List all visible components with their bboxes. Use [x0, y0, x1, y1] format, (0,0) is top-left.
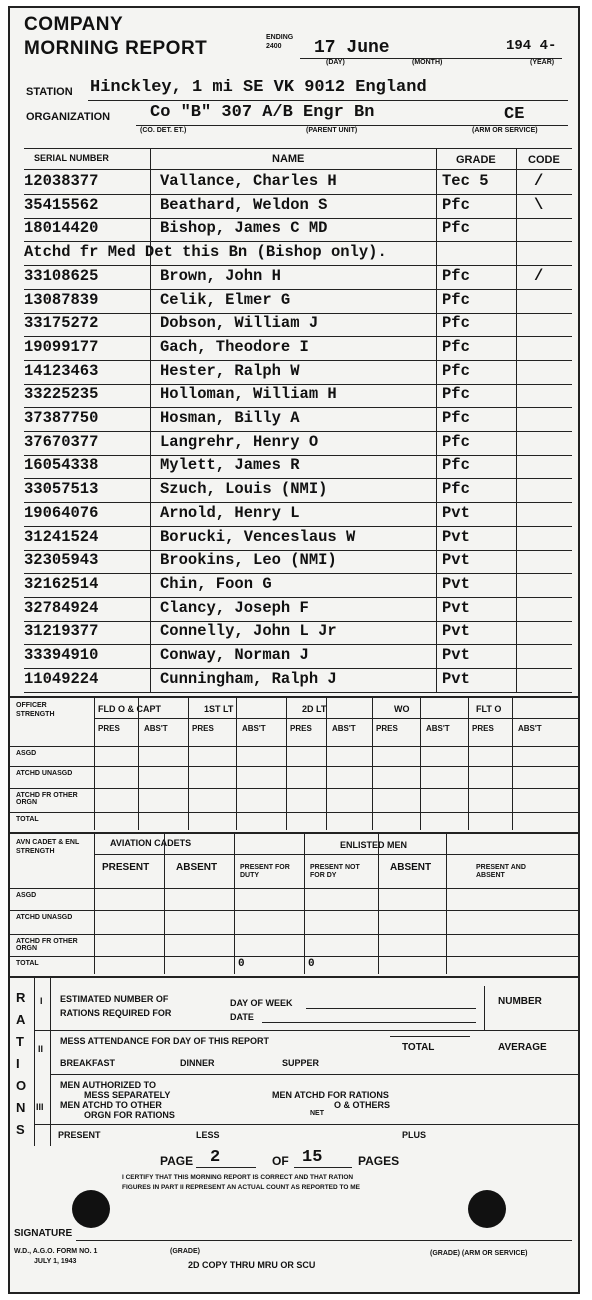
sub-parent-unit: (PARENT UNIT) — [306, 127, 358, 134]
grade: Pfc — [442, 266, 470, 285]
organization-value: Co "B" 307 A/B Engr Bn — [150, 103, 375, 122]
report-date: 17 June — [314, 38, 390, 58]
rations-side-letter: N — [16, 1100, 26, 1115]
grade: Pvt — [442, 646, 470, 664]
date-label: DATE — [230, 1012, 254, 1022]
total-label: TOTAL — [402, 1042, 435, 1053]
present-col-header: PRES — [98, 724, 120, 733]
serial-number: 33057513 — [24, 480, 99, 499]
serial-number: 37387750 — [24, 409, 99, 427]
grade: Pvt — [442, 503, 470, 522]
roster-row — [10, 337, 578, 361]
supper-label: SUPPER — [282, 1058, 320, 1068]
sub-year: (YEAR) — [530, 59, 555, 66]
officer-strength-grid — [10, 696, 578, 830]
soldier-name: Connelly, John L Jr — [160, 622, 337, 641]
grade: Pfc — [442, 385, 470, 404]
soldier-name: Vallance, Charles H — [160, 172, 337, 190]
serial-number: 19099177 — [24, 337, 99, 356]
sub-month: (MONTH) — [412, 59, 443, 66]
grade: Pfc — [442, 337, 470, 356]
enlisted-row-label: TOTAL — [16, 960, 39, 967]
day-line — [306, 1008, 476, 1009]
col-header-name: NAME — [272, 153, 305, 165]
roster-row — [10, 645, 578, 669]
col-header-code: CODE — [528, 154, 560, 166]
present-and-absent-header: PRESENT AND ABSENT — [476, 864, 526, 879]
report-year: 194 4- — [506, 38, 557, 54]
enlisted-men-header: ENLISTED MEN — [340, 840, 408, 850]
serial-number: 32784924 — [24, 598, 99, 617]
mess-attendance-label: MESS ATTENDANCE FOR DAY OF THIS REPORT — [60, 1036, 270, 1046]
serial-number: 14123463 — [24, 361, 99, 380]
soldier-name: Brown, John H — [160, 266, 281, 285]
number-box-left — [484, 986, 485, 1030]
serial-number: 18014420 — [24, 219, 99, 238]
absent-col-header: ABS'T — [426, 724, 450, 733]
code-mark: \ — [534, 195, 544, 214]
part-i-label: I — [40, 996, 43, 1006]
serial-number: 12038377 — [24, 172, 99, 190]
roster-row — [10, 195, 578, 219]
soldier-name: Celik, Elmer G — [160, 290, 291, 309]
ending-label-2400: 2400 — [266, 43, 282, 50]
page-label: PAGE — [160, 1154, 194, 1168]
enlisted-absent-header: ABSENT — [390, 862, 432, 873]
grade: Pfc — [442, 480, 470, 499]
roster-row — [10, 479, 578, 503]
total-present-for-duty: 0 — [238, 958, 245, 970]
of-label: OF — [272, 1154, 289, 1168]
roster-row — [10, 242, 578, 266]
rations-side-letter: T — [16, 1034, 24, 1049]
roster-row — [10, 598, 578, 622]
col-header-grade: GRADE — [456, 154, 496, 166]
sub-co-det: (CO. DET. ET.) — [140, 127, 187, 134]
serial-number: 35415562 — [24, 195, 99, 214]
serial-number: 13087839 — [24, 290, 99, 309]
grade: Pvt — [442, 527, 470, 546]
present-label: PRESENT — [58, 1130, 101, 1140]
average-label: AVERAGE — [498, 1042, 547, 1053]
pages-label: PAGES — [358, 1154, 400, 1168]
part-ii-label: II — [38, 1044, 44, 1054]
soldier-name: Chin, Foon G — [160, 574, 272, 593]
aviation-cadets-header: AVIATION CADETS — [110, 838, 192, 848]
present-for-duty-header: PRESENT FOR DUTY — [240, 864, 290, 879]
signature-label: SIGNATURE — [14, 1228, 73, 1239]
rations-side-letter: A — [16, 1012, 26, 1027]
roster-row — [10, 503, 578, 527]
officer-group-header: FLT O — [476, 704, 502, 714]
soldier-name: Borucki, Vencеslaus W — [160, 527, 356, 546]
cadet-present-header: PRESENT — [102, 862, 150, 873]
estimated-rations-label: ESTIMATED NUMBER OF — [60, 994, 169, 1004]
orgn-for-rations-label: ORGN FOR RATIONS — [84, 1110, 175, 1120]
rations-separator-3 — [34, 1124, 578, 1125]
roster-table — [10, 171, 578, 695]
roster-row — [10, 550, 578, 574]
rations-side-letter: I — [16, 1056, 20, 1071]
morning-report-form — [8, 6, 580, 1294]
grade: Pfc — [442, 290, 470, 309]
soldier-name: Szuch, Louis (NMI) — [160, 480, 328, 499]
men-authorized-label: MEN AUTHORIZED TO — [60, 1080, 156, 1090]
serial-number: 19064076 — [24, 503, 99, 522]
men-atchd-other-label: MEN ATCHD TO OTHER — [60, 1100, 162, 1110]
form-title-morning-report: MORNING REPORT — [24, 38, 208, 59]
soldier-name: Hester, Ralph W — [160, 361, 300, 380]
soldier-name: Bishop, James C MD — [160, 219, 328, 238]
roster-row — [10, 266, 578, 290]
roster-row — [10, 218, 578, 242]
roster-row — [10, 669, 578, 693]
rations-side-letter: S — [16, 1122, 25, 1137]
rations-required-label: RATIONS REQUIRED FOR — [60, 1008, 172, 1018]
present-col-header: PRES — [192, 724, 214, 733]
number-label: NUMBER — [498, 996, 542, 1007]
grade-arm-sub: (GRADE) (ARM OR SERVICE) — [430, 1250, 528, 1257]
roster-row — [10, 621, 578, 645]
serial-number: 16054338 — [24, 456, 99, 475]
serial-number: 33108625 — [24, 266, 99, 285]
rations-separator — [34, 1030, 578, 1031]
roster-row — [10, 408, 578, 432]
men-atchd-rations-label: MEN ATCHD FOR RATIONS — [272, 1090, 389, 1100]
grade: Pvt — [442, 551, 470, 570]
enlisted-row-label: ASGD — [16, 892, 37, 899]
plus-label: PLUS — [402, 1130, 427, 1140]
officer-row-label: ASGD — [16, 750, 37, 757]
soldier-name: Arnold, Henry L — [160, 503, 300, 522]
officer-group-header: WO — [394, 704, 410, 714]
officer-strength-label: OFFICER STRENGTH — [16, 702, 55, 718]
soldier-name: Beathard, Weldon S — [160, 195, 328, 214]
station-label: STATION — [26, 86, 73, 98]
serial-number: 33394910 — [24, 646, 99, 664]
grade: Pfc — [442, 219, 470, 238]
grade: Pvt — [442, 669, 470, 688]
dinner-label: DINNER — [180, 1058, 215, 1068]
enlisted-row-label: ATCHD FR OTHER ORGN — [16, 938, 78, 952]
rations-separator-2 — [50, 1074, 578, 1075]
serial-number: 31241524 — [24, 527, 99, 546]
serial-number: 33225235 — [24, 385, 99, 404]
sub-day: (DAY) — [326, 59, 345, 66]
present-not-for-duty-header: PRESENT NOT FOR DY — [310, 864, 360, 879]
grade: Tec 5 — [442, 172, 489, 190]
serial-number: 32162514 — [24, 574, 99, 593]
mess-separately-label: MESS SEPARATELY — [84, 1090, 171, 1100]
net-label: NET — [310, 1110, 324, 1117]
soldier-name: Hosman, Billy A — [160, 409, 300, 427]
arm-service-value: CE — [504, 105, 525, 124]
roster-row — [10, 313, 578, 337]
copy-instruction: 2D COPY THRU MRU OR SCU — [188, 1260, 316, 1270]
serial-number: 11049224 — [24, 669, 99, 688]
enlisted-row-label: ATCHD UNASGD — [16, 914, 73, 921]
present-col-header: PRES — [472, 724, 494, 733]
station-value: Hinckley, 1 mi SE VK 9012 England — [90, 78, 427, 97]
page-number: 2 — [210, 1148, 221, 1167]
cadet-absent-header: ABSENT — [176, 862, 218, 873]
present-col-header: PRES — [290, 724, 312, 733]
date-line — [262, 1022, 476, 1023]
soldier-name: Conway, Norman J — [160, 646, 309, 664]
soldier-name: Clancy, Joseph F — [160, 598, 309, 617]
officer-group-header: FLD O & CAPT — [98, 704, 161, 714]
roster-row — [10, 290, 578, 314]
enlisted-strength-grid — [10, 832, 578, 974]
absent-col-header: ABS'T — [332, 724, 356, 733]
serial-number: 32305943 — [24, 551, 99, 570]
absent-col-header: ABS'T — [242, 724, 266, 733]
rations-section — [10, 976, 578, 1146]
part-iii-label: III — [36, 1102, 44, 1112]
officer-row-label: ATCHD UNASGD — [16, 770, 73, 777]
grade: Pfc — [442, 361, 470, 380]
absent-col-header: ABS'T — [518, 724, 542, 733]
grade: Pfc — [442, 432, 470, 451]
code-mark: / — [534, 172, 544, 190]
certify-line-2: FIGURES IN PART II REPRESENT AN ACTUAL COUNT AS REPORTED TO ME — [122, 1184, 360, 1191]
code-mark: / — [534, 266, 544, 285]
total-box-top — [390, 1036, 470, 1037]
present-col-header: PRES — [376, 724, 398, 733]
certify-line-1: I CERTIFY THAT THIS MORNING REPORT IS CORRECT AND THAT RATION — [122, 1174, 354, 1181]
grade: Pfc — [442, 409, 470, 427]
organization-label: ORGANIZATION — [26, 111, 111, 123]
soldier-name: Cunningham, Ralph J — [160, 669, 337, 688]
soldier-name: Holloman, William H — [160, 385, 337, 404]
form-title-company: COMPANY — [24, 14, 124, 35]
roster-row — [10, 527, 578, 551]
total-present-not-for-duty: 0 — [308, 958, 315, 970]
officer-row-label: ATCHD FR OTHER ORGN — [16, 792, 78, 806]
grade: Pfc — [442, 456, 470, 475]
less-label: LESS — [196, 1130, 220, 1140]
grade: Pfc — [442, 314, 470, 333]
roster-row — [10, 361, 578, 385]
roster-row — [10, 574, 578, 598]
rations-divider — [50, 976, 51, 1146]
soldier-name: Brookins, Leo (NMI) — [160, 551, 337, 570]
grade-sub: (GRADE) — [170, 1248, 200, 1255]
rations-side-letter: R — [16, 990, 26, 1005]
roster-row — [10, 432, 578, 456]
officer-group-header: 1ST LT — [204, 704, 234, 714]
day-of-week-label: DAY OF WEEK — [230, 998, 293, 1008]
serial-number: 31219377 — [24, 622, 99, 641]
officer-group-header: 2D LT — [302, 704, 327, 714]
roster-row — [10, 455, 578, 479]
ending-label: ENDING — [266, 34, 294, 41]
form-number: W.D., A.G.O. FORM NO. 1 — [14, 1248, 98, 1255]
rations-side-letter: O — [16, 1078, 27, 1093]
col-header-serial: SERIAL NUMBER — [34, 153, 109, 163]
grade: Pfc — [442, 195, 470, 214]
soldier-name: Gach, Theodore I — [160, 337, 309, 356]
sub-arm-service: (ARM OR SERVICE) — [472, 127, 538, 134]
total-pages: 15 — [302, 1148, 323, 1167]
roster-row — [10, 384, 578, 408]
roster-row — [10, 171, 578, 195]
absent-col-header: ABS'T — [144, 724, 168, 733]
enlisted-strength-label: AVN CADET & ENL STRENGTH — [16, 839, 80, 855]
soldier-name: Langrehr, Henry O — [160, 432, 319, 451]
serial-number: 33175272 — [24, 314, 99, 333]
o-others-label: O & OTHERS — [334, 1100, 391, 1110]
rations-divider — [34, 976, 35, 1146]
officer-row-label: TOTAL — [16, 816, 39, 823]
soldier-name: Mylett, James R — [160, 456, 300, 475]
grade: Pvt — [442, 574, 470, 593]
breakfast-label: BREAKFAST — [60, 1058, 116, 1068]
soldier-name: Dobson, William J — [160, 314, 319, 333]
grade: Pvt — [442, 598, 470, 617]
form-date: JULY 1, 1943 — [34, 1258, 77, 1265]
attached-note: Atchd fr Med Det this Bn (Bishop only). — [24, 243, 387, 262]
binder-hole-right — [468, 1190, 506, 1228]
binder-hole-left — [72, 1190, 110, 1228]
grade: Pvt — [442, 622, 470, 641]
serial-number: 37670377 — [24, 432, 99, 451]
